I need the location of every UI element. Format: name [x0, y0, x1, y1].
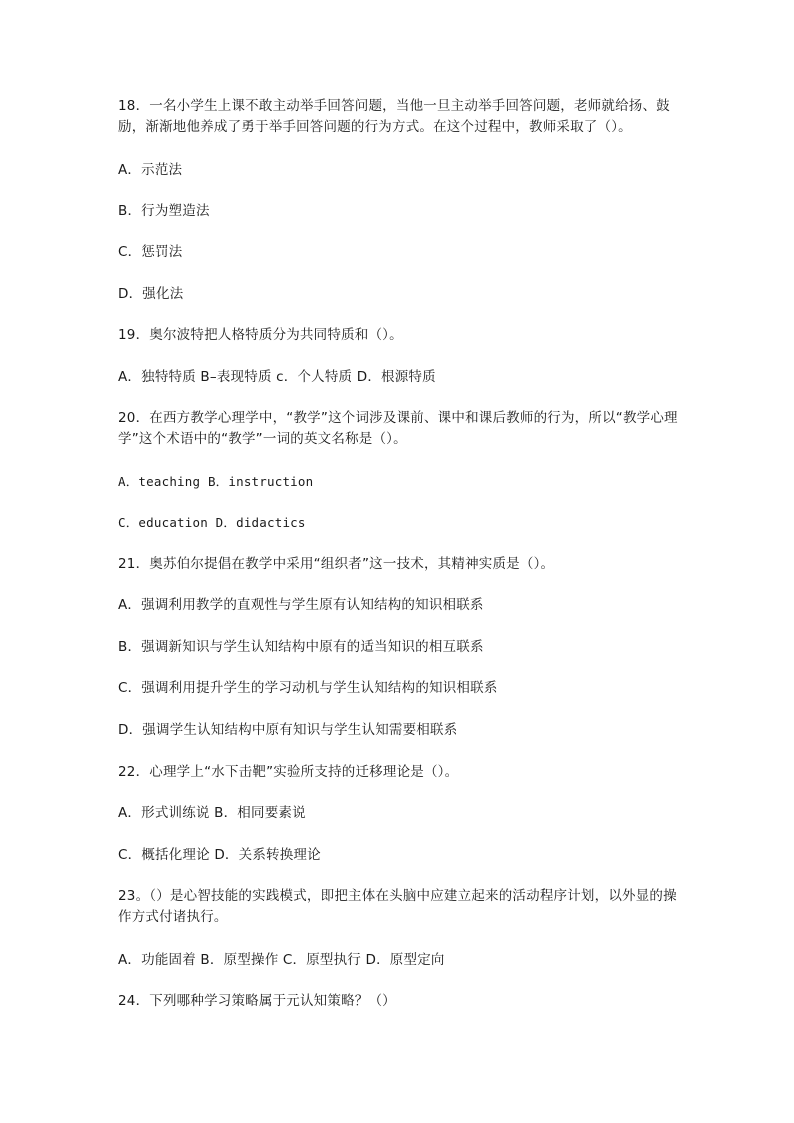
- question-18-option-a: A．示范法: [118, 162, 183, 178]
- question-22-stem: 22．心理学上“水下击靶”实验所支持的迁移理论是（）。: [118, 764, 459, 780]
- question-19-options: A．独特特质 B–表现特质 c．个人特质 D．根源特质: [118, 369, 436, 385]
- question-21-option-a: A．强调利用教学的直观性与学生原有认知结构的知识相联系: [118, 597, 484, 613]
- question-21-stem: 21．奥苏伯尔提倡在教学中采用“组织者”这一技术，其精神实质是（）。: [118, 556, 555, 572]
- question-21-option-c: C．强调利用提升学生的学习动机与学生认知结构的知识相联系: [118, 680, 498, 696]
- question-22-options-cd: C．概括化理论 D．关系转换理论: [118, 847, 321, 863]
- question-18-stem: 18．一名小学生上课不敢主动举手回答问题，当他一旦主动举手回答问题，老师就给扬、鼓励，渐渐地他养成了勇于举手回答问题的行为方式。在这个过程中，教师采取了（）。: [118, 98, 670, 135]
- question-19-stem: 19．奥尔波特把人格特质分为共同特质和（）。: [118, 327, 403, 343]
- question-20-options-ab: A．teaching B．instruction: [118, 474, 314, 489]
- question-21-option-d: D．强调学生认知结构中原有知识与学生认知需要相联系: [118, 722, 458, 738]
- question-22-options-ab: A．形式训练说 B．相同要素说: [118, 805, 306, 821]
- question-21-option-b: B．强调新知识与学生认知结构中原有的适当知识的相互联系: [118, 639, 484, 655]
- question-18-option-c: C．惩罚法: [118, 244, 183, 260]
- question-23-stem: 23。（）是心智技能的实践模式，即把主体在头脑中应建立起来的活动程序计划，以外显的操作方式付诸执行。: [118, 888, 677, 925]
- question-20-stem: 20．在西方教学心理学中，“教学”这个词涉及课前、课中和课后教师的行为，所以“教学心理学”这个术语中的“教学”一词的英文名称是（）。: [118, 410, 678, 447]
- question-23-options: A．功能固着 B．原型操作 C．原型执行 D．原型定向: [118, 952, 445, 968]
- question-18-option-b: B．行为塑造法: [118, 203, 210, 219]
- question-24-stem: 24．下列哪种学习策略属于元认知策略？（）: [118, 993, 396, 1009]
- question-20-options-cd: C．education D．didactics: [118, 515, 306, 530]
- question-18-option-d: D．强化法: [118, 286, 184, 302]
